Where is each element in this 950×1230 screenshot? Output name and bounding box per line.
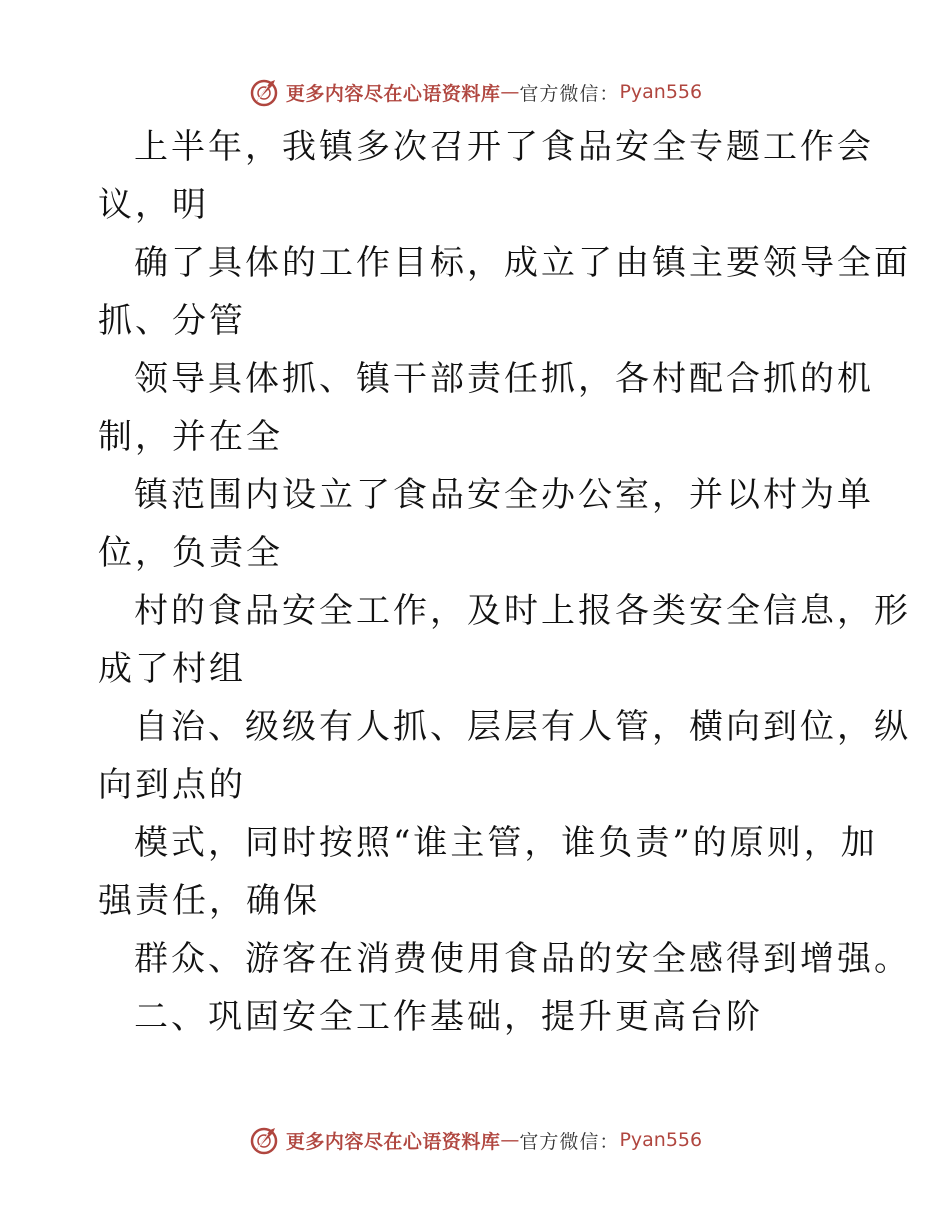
body-line: 向到点的: [98, 765, 246, 805]
body-line: 议，明: [98, 185, 209, 225]
body-line: 自治、级级有人抓、层层有人管，横向到位，纵: [134, 707, 911, 747]
body-line: 确了具体的工作目标，成立了由镇主要领导全面: [134, 243, 911, 283]
body-line: 群众、游客在消费使用食品的安全感得到增强。: [134, 939, 911, 979]
body-line: 领导具体抓、镇干部责任抓，各村配合抓的机: [134, 359, 874, 399]
body-line: 村的食品安全工作，及时上报各类安全信息，形: [134, 591, 911, 631]
watermark-wechat-id: Pyan556: [619, 1129, 703, 1151]
watermark-main-text: 更多内容尽在心语资料库: [285, 82, 501, 105]
body-line: 位，负责全: [98, 533, 283, 573]
watermark-text: [286, 1127, 702, 1154]
watermark-wechat-label: 官方微信：: [519, 1130, 620, 1153]
body-line: 镇范围内设立了食品安全办公室，并以村为单: [134, 475, 874, 515]
footer-watermark: [0, 1120, 950, 1160]
watermark-wechat-id: Pyan556: [619, 81, 703, 103]
watermark-dash: —: [500, 81, 520, 103]
body-line: 制，并在全: [98, 417, 283, 457]
watermark-dash: —: [500, 1129, 520, 1151]
watermark-main-text: 更多内容尽在心语资料库: [285, 1130, 501, 1153]
body-line: 强责任，确保: [98, 881, 320, 921]
watermark-wechat-label: 官方微信：: [519, 82, 620, 105]
body-line: 模式，同时按照“谁主管，谁负责”的原则，加: [134, 823, 878, 863]
section-heading: 二、巩固安全工作基础，提升更高台阶: [134, 997, 763, 1037]
body-line: 成了村组: [98, 649, 246, 689]
quill-pen-logo-icon: [248, 1124, 280, 1156]
body-line: 抓、分管: [98, 301, 246, 341]
body-line: 上半年，我镇多次召开了食品安全专题工作会: [134, 127, 874, 167]
